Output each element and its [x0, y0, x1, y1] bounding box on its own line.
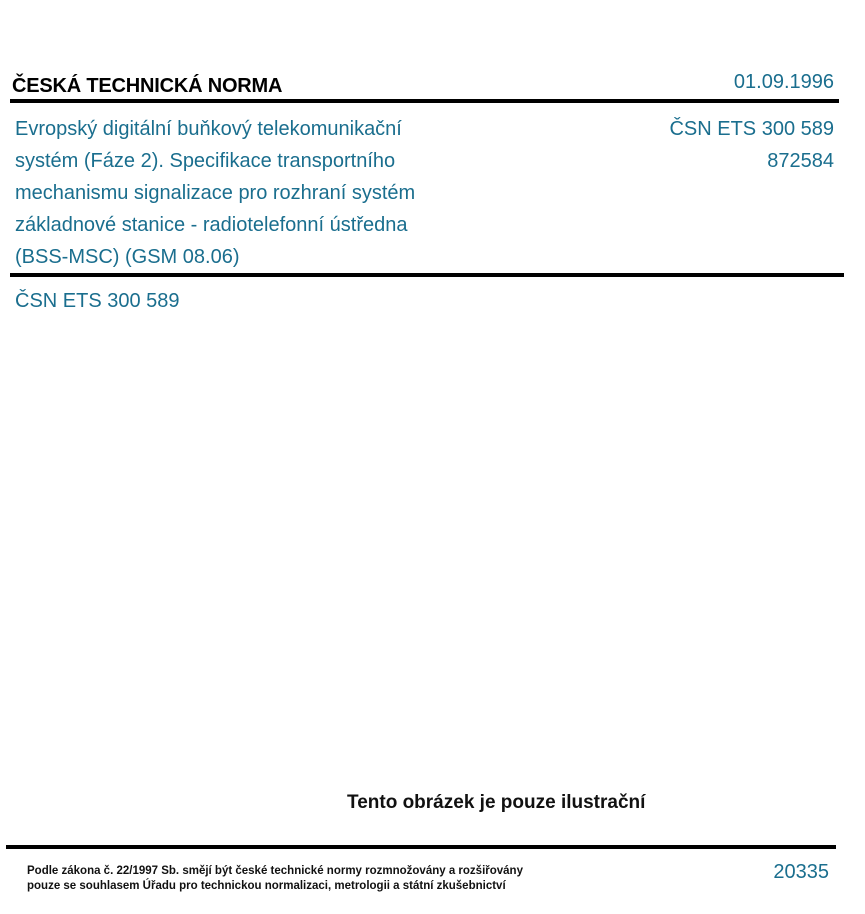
legal-notice-line: Podle zákona č. 22/1997 Sb. smějí být české technické normy rozmnožovány a rozšiřovány: [27, 865, 523, 877]
standard-title-line: (BSS-MSC) (GSM 08.06): [15, 246, 240, 268]
standard-title-line: Evropský digitální buňkový telekomunikační: [15, 118, 402, 140]
top-divider: [10, 99, 839, 103]
issue-date: 01.09.1996: [733, 71, 834, 93]
standard-title-line: mechanismu signalizace pro rozhraní systém: [15, 182, 416, 204]
document-code: 20335: [773, 861, 829, 883]
illustration-note: Tento obrázek je pouze ilustrační: [347, 792, 646, 813]
bottom-divider: [6, 845, 836, 849]
standard-title: [15, 113, 485, 273]
standard-title-line: základnové stanice - radiotelefonní ústředna: [15, 214, 408, 236]
norm-heading: ČESKÁ TECHNICKÁ NORMA: [12, 75, 283, 97]
legal-notice-line: pouze se souhlasem Úřadu pro technickou normalizaci, metrologii a státní zkušebnictví: [27, 880, 506, 892]
standard-number: ČSN ETS 300 589: [669, 118, 834, 140]
middle-divider: [10, 273, 844, 277]
standard-title-line: systém (Fáze 2). Specifikace transportního: [15, 150, 396, 172]
legal-notice: [27, 864, 523, 894]
standard-number-repeat: ČSN ETS 300 589: [15, 290, 180, 312]
catalog-number: 872584: [767, 150, 834, 172]
